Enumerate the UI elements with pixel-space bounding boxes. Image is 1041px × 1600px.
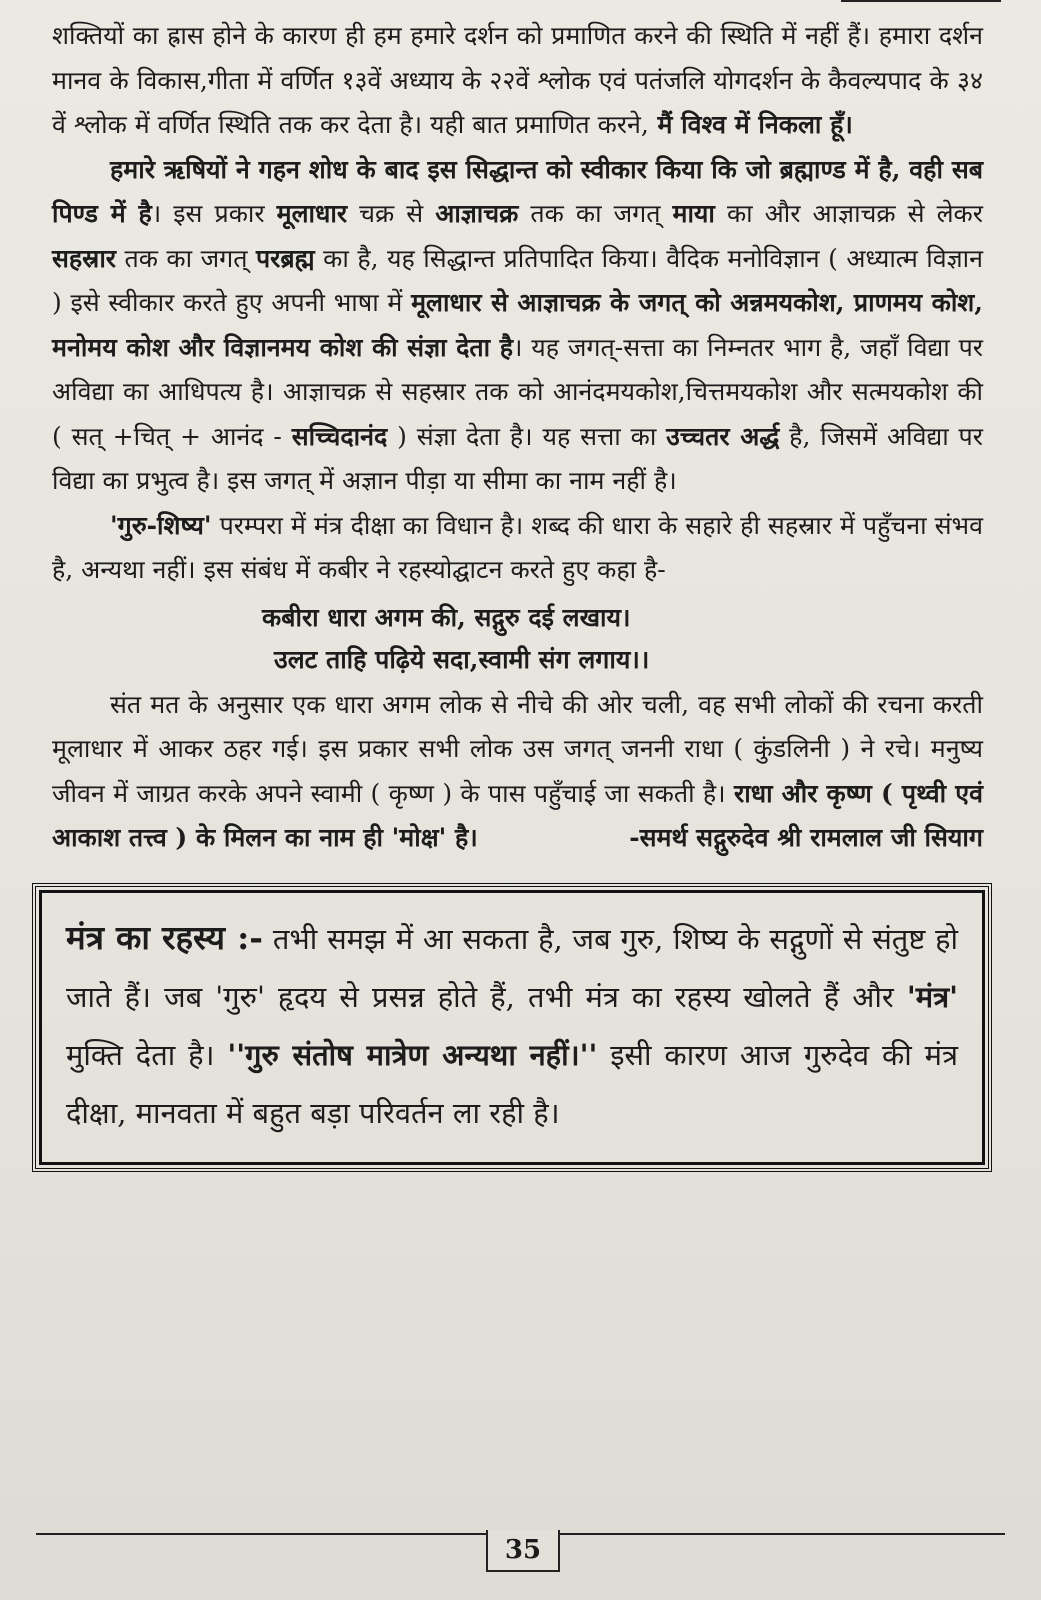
paragraph-4 (52, 683, 983, 861)
p2-text-6: का है, यह सिद्धान्त प्रतिपादित किया। वैदिक मनोविज्ञान ( अध्यात्म विज्ञान ) इसे स्वीकार करते हुए अपनी भाषा में (52, 243, 983, 317)
verse-line-1: कबीरा धारा अगम की, सद्गुरु दई लखाय। (262, 602, 631, 632)
verse-line-2: उलट ताहि पढ़िये सदा,स्वामी संग लगाय।। (274, 644, 650, 674)
mantra-secret-box (32, 883, 992, 1172)
p2-bold-9: उच्चतर अर्द्ध (666, 421, 780, 451)
p2-bold-4: माया (672, 199, 715, 228)
box-text-2: मुक्ति देता है। (66, 1037, 228, 1072)
kabir-verse (52, 597, 983, 681)
p2-bold-6: परब्रह्म (255, 243, 315, 273)
p2-text-9: है, जिसमें अविद्या पर विद्या का प्रभुत्व है। इस जगत् में अज्ञान पीड़ा या सीमा का नाम नहीं है। (52, 421, 983, 495)
box-text (66, 909, 958, 1142)
box-bold-1: 'मंत्र' (906, 979, 958, 1014)
p2-bold-3: आज्ञाचक्र (435, 199, 519, 228)
p2-bold-2: मूलाधार (276, 199, 348, 228)
box-bold-2: ''गुरु संतोष मात्रेण अन्यथा नहीं।'' (227, 1037, 598, 1072)
p4-bold-1: राधा और कृष्ण ( पृथ्वी एवं आकाश तत्त्व ) के मिलन का नाम ही 'मोक्ष' है। (52, 778, 983, 852)
p2-text-5: तक का जगत् (116, 243, 256, 273)
p2-bold-7: मूलाधार से आज्ञाचक्र के जगत् को अन्नमयकोश, प्राणमय कोश, मनोमय कोश और विज्ञानमय कोश की संज्ञा देता है (52, 288, 983, 362)
p2-text-1: । इस प्रकार (151, 199, 277, 228)
p2-bold-1: हमारे ऋषियों ने गहन शोध के बाद इस सिद्धान्त को स्वीकार किया कि जो ब्रह्माण्ड में है, वही सब पिण्ड में है (52, 154, 983, 228)
box-text-1: तभी समझ में आ सकता है, जब गुरु, शिष्य के सद्गुणों से संतुष्ट हो जाते हैं। जब 'गुरु' हृदय से प्रसन्न होते हैं, तभी मंत्र का रहस्य खोलते हैं और (66, 921, 959, 1014)
p2-text-4: का और आज्ञाचक्र से लेकर (714, 199, 983, 228)
p2-text-2: चक्र से (347, 199, 436, 228)
box-text-3: इसी कारण आज गुरुदेव की मंत्र दीक्षा, मानवता में बहुत बड़ा परिवर्तन ला रही है। (66, 1037, 958, 1130)
p3-bold-1: 'गुरु-शिष्य' (110, 510, 212, 540)
p3-text-1: परम्परा में मंत्र दीक्षा का विधान है। शब्द की धारा के सहारे ही सहस्रार में पहुँचना संभव है, अन्यथा नहीं। इस संबंध में कबीर ने रहस्योद्घाटन करते हुए कहा है- (52, 510, 983, 584)
p2-text-3: तक का जगत् (518, 199, 673, 228)
top-rule (841, 0, 1001, 2)
p2-text-7: । यह जगत्-सत्ता का निम्नतर भाग है, जहाँ विद्या पर अविद्या का आधिपत्य है। आज्ञाचक्र से सहस्रार तक को आनंदमयकोश,चित्तमयकोश और सत्मयकोश की ( सत् +चित् + आनंद - (52, 332, 983, 451)
paragraph-2 (52, 148, 983, 504)
paragraph-3 (52, 504, 983, 593)
paragraph-1 (52, 14, 983, 148)
box-heading: मंत्र का रहस्य :- (66, 917, 263, 957)
p2-bold-8: सच्चिदानंद (291, 421, 388, 451)
paragraph-1-text: शक्तियों का ह्रास होने के कारण ही हम हमारे दर्शन को प्रमाणित करने की स्थिति में नहीं हैं। हमारा दर्शन मानव के विकास,गीता में वर्णित १३वें अध्याय के २२वें श्लोक एवं पतंजलि योगदर्शन के कैवल्यपाद के ३४ वें श्लोक में वर्णित स्थिति तक कर देता है। यही बात प्रमाणित करने, (52, 21, 983, 139)
page-number: 35 (486, 1530, 560, 1572)
paragraph-1-bold: मैं विश्व में निकला हूँ। (648, 110, 853, 139)
p2-bold-5: सहस्रार (52, 243, 117, 273)
p2-text-8: ) संज्ञा देता है। यह सत्ता का (387, 421, 667, 451)
p4-text-1: संत मत के अनुसार एक धारा अगम लोक से नीचे की ओर चली, वह सभी लोकों की रचना करती मूलाधार में आकर ठहर गई। इस प्रकार सभी लोक उस जगत् जननी राधा ( कुंडलिनी ) ने रचे। मनुष्य जीवन में जाग्रत करके अपने स्वामी ( कृष्ण ) के पास पहुँचाई जा सकती है। (52, 689, 983, 808)
author-signature: -समर्थ सद्गुरुदेव श्री रामलाल जी सियाग (629, 823, 983, 852)
